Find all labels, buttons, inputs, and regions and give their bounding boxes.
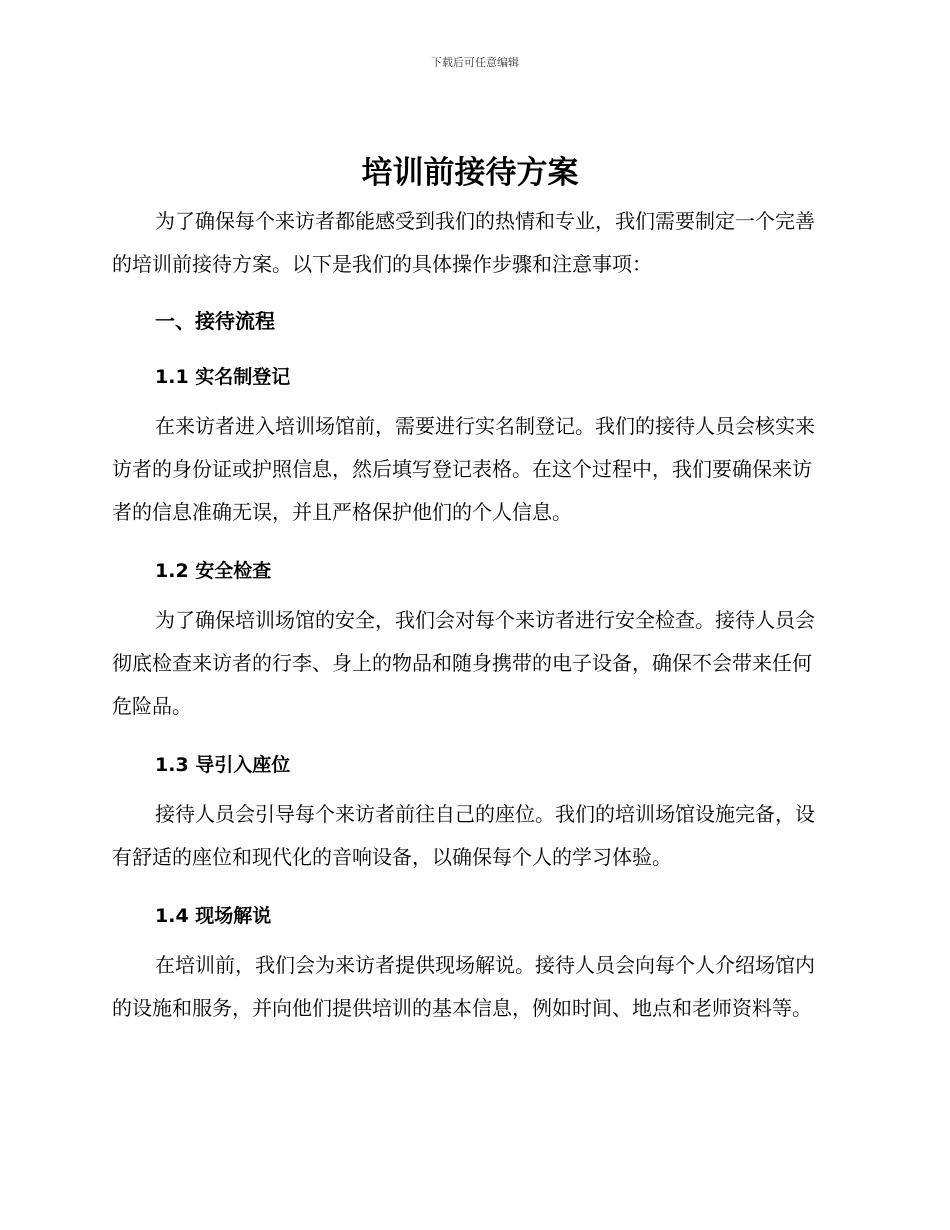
section-heading-reception-process: 一、接待流程: [155, 309, 275, 333]
subsection-heading-1-2: 1.2 安全检查: [155, 560, 272, 582]
subsection-heading-1-1: 1.1 实名制登记: [155, 366, 291, 388]
subsection-heading-1-3: 1.3 导引入座位: [155, 754, 291, 776]
document-title: 培训前接待方案: [361, 155, 579, 191]
document-body: [112, 150, 828, 1030]
header-note: 下载后可任意编辑: [431, 56, 519, 69]
subsection-paragraph-1-2: 为了确保培训场馆的安全，我们会对每个来访者进行安全检查。接待人员会彻底检查来访者的行李、身上的物品和随身携带的电子设备，确保不会带来任何危险品。: [112, 608, 815, 718]
intro-paragraph: 为了确保每个来访者都能感受到我们的热情和专业，我们需要制定一个完善的培训前接待方案。以下是我们的具体操作步骤和注意事项：: [112, 209, 815, 276]
subsection-paragraph-1-3: 接待人员会引导每个来访者前往自己的座位。我们的培训场馆设施完备，设有舒适的座位和现代化的音响设备，以确保每个人的学习体验。: [112, 802, 815, 869]
subsection-heading-1-4: 1.4 现场解说: [155, 905, 272, 927]
subsection-paragraph-1-4: 在培训前，我们会为来访者提供现场解说。接待人员会向每个人介绍场馆内的设施和服务，并向他们提供培训的基本信息，例如时间、地点和老师资料等。: [112, 953, 815, 1020]
subsection-paragraph-1-1: 在来访者进入培训场馆前，需要进行实名制登记。我们的接待人员会核实来访者的身份证或护照信息，然后填写登记表格。在这个过程中，我们要确保来访者的信息准确无误，并且严格保护他们的个人信息。: [112, 414, 815, 524]
